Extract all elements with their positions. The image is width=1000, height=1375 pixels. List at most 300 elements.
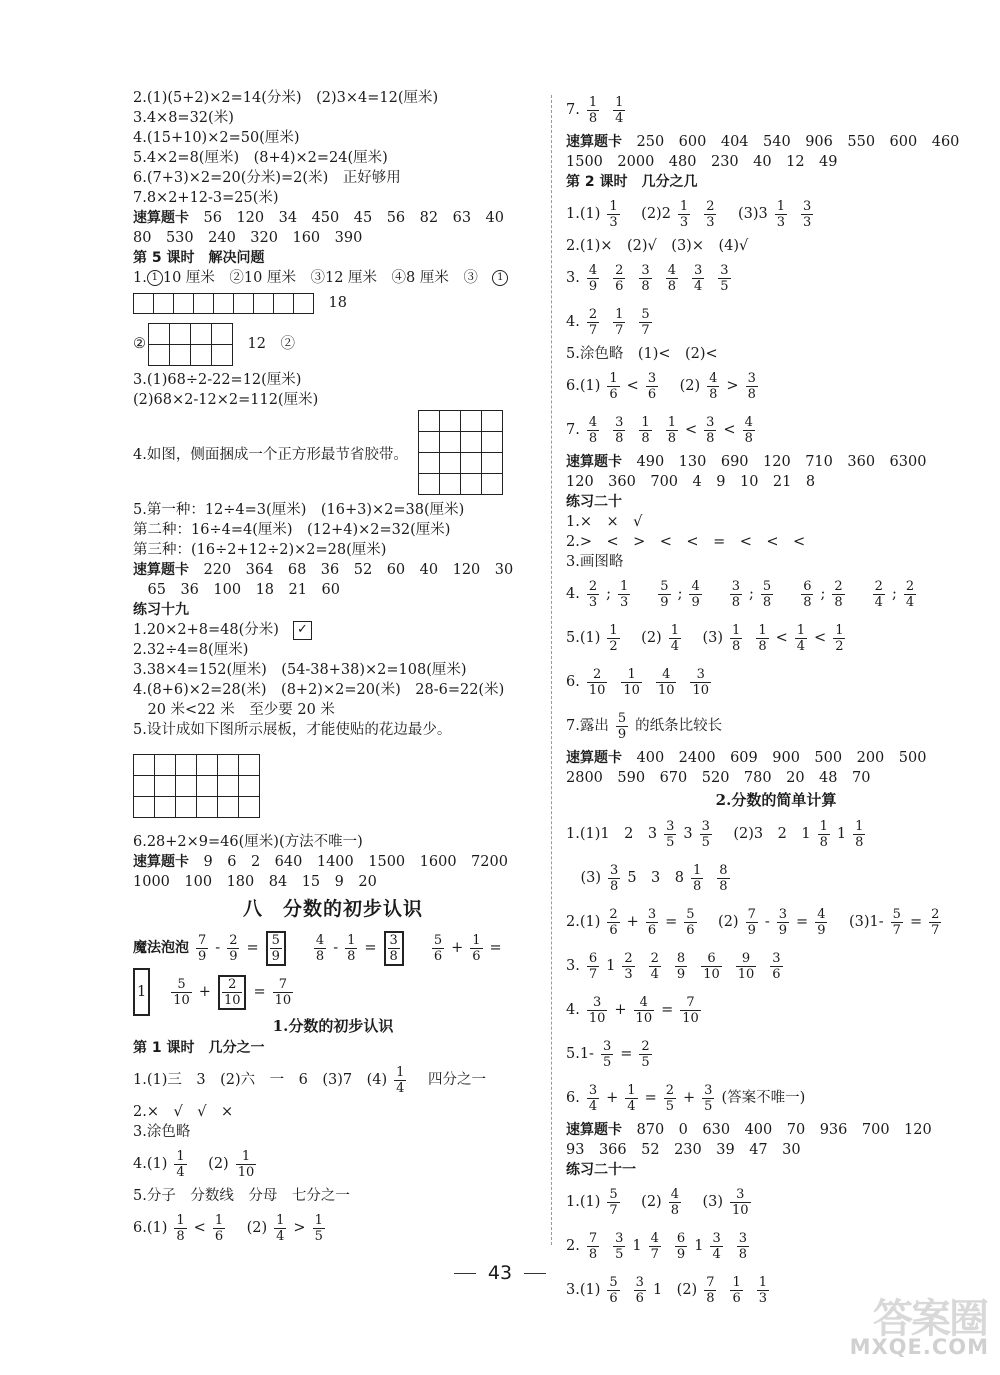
fraction bbox=[618, 579, 630, 610]
fraction-denominator: 4 bbox=[650, 966, 659, 982]
grid-cell bbox=[440, 453, 461, 474]
fraction bbox=[174, 1149, 186, 1180]
fraction-numerator: 3 bbox=[693, 262, 703, 278]
grid-cell bbox=[218, 797, 239, 818]
column-divider bbox=[551, 95, 552, 1245]
fraction bbox=[613, 1231, 625, 1262]
fraction-numerator: 1 bbox=[641, 414, 650, 430]
fraction bbox=[730, 1187, 751, 1218]
boxed-number: 1 bbox=[133, 968, 150, 1016]
grid-cell bbox=[239, 755, 260, 776]
grid-cell bbox=[174, 294, 194, 314]
answer-text: + bbox=[614, 1002, 627, 1018]
fraction-numerator: 7 bbox=[198, 932, 207, 948]
fraction-denominator: 10 bbox=[223, 992, 241, 1008]
answer-line bbox=[133, 680, 533, 700]
fraction bbox=[266, 931, 286, 966]
fraction-numerator: 3 bbox=[602, 1038, 612, 1054]
grid-cell bbox=[419, 411, 440, 432]
fraction-denominator: 8 bbox=[744, 430, 753, 446]
fraction-denominator: 10 bbox=[682, 1010, 699, 1026]
fraction bbox=[777, 907, 789, 938]
fraction-denominator: 8 bbox=[819, 834, 828, 850]
fraction bbox=[273, 977, 294, 1008]
answer-text: < bbox=[626, 378, 639, 394]
answer-line bbox=[566, 1120, 986, 1140]
answer-text: 1.分数的初步认识 bbox=[272, 1017, 394, 1035]
fraction-denominator: 10 bbox=[692, 682, 710, 698]
fraction bbox=[313, 1213, 325, 1244]
checkbox-checked: ✓ bbox=[293, 621, 312, 640]
fraction-numerator: 5 bbox=[686, 906, 695, 922]
fraction-numerator: 3 bbox=[704, 1082, 713, 1098]
answer-text: + bbox=[683, 1090, 696, 1106]
fraction-denominator: 8 bbox=[588, 430, 598, 446]
fraction-denominator: 10 bbox=[173, 992, 190, 1008]
fraction-numerator: 1 bbox=[776, 198, 786, 214]
fraction-denominator: 9 bbox=[817, 922, 826, 938]
fraction bbox=[384, 931, 404, 966]
answer-text: (2) bbox=[193, 1156, 229, 1172]
heading-text: 速算题卡 bbox=[566, 454, 622, 470]
fraction bbox=[432, 933, 444, 964]
fraction-denominator: 10 bbox=[732, 1202, 749, 1218]
fraction bbox=[218, 975, 247, 1010]
answer-text: 7.8×2+12-3=25(米) bbox=[133, 190, 279, 206]
fraction-numerator: 3 bbox=[701, 818, 710, 834]
fraction-numerator: 1 bbox=[214, 1212, 224, 1228]
fraction bbox=[607, 623, 619, 654]
answer-text: ; bbox=[677, 586, 683, 602]
fraction-numerator: 2 bbox=[228, 976, 237, 992]
answer-line bbox=[133, 872, 533, 892]
answer-text: 2. bbox=[566, 1238, 580, 1254]
answer-text: = bbox=[796, 914, 809, 930]
fraction-denominator: 4 bbox=[905, 594, 915, 610]
fraction bbox=[656, 667, 677, 698]
fraction bbox=[704, 415, 716, 446]
answer-text: = bbox=[489, 940, 502, 956]
grid-cell bbox=[274, 294, 294, 314]
fraction-denominator: 9 bbox=[676, 966, 686, 982]
answer-text: (2) bbox=[626, 1194, 662, 1210]
grid-cell bbox=[191, 324, 212, 345]
fraction-numerator: 4 bbox=[639, 994, 648, 1010]
answer-text: 3.(1)68÷2-22=12(厘米) bbox=[133, 372, 302, 388]
answer-text: - bbox=[764, 914, 770, 930]
fraction-denominator: 4 bbox=[588, 1098, 598, 1114]
fraction bbox=[587, 95, 599, 126]
fraction-numerator: 6 bbox=[588, 950, 598, 966]
answer-text: + bbox=[606, 1090, 619, 1106]
fraction bbox=[394, 1065, 406, 1096]
fraction-numerator: 1 bbox=[609, 370, 618, 386]
answer-line bbox=[133, 1102, 533, 1122]
fraction-denominator: 6 bbox=[732, 1290, 741, 1306]
fraction-denominator: 3 bbox=[624, 966, 633, 982]
fraction-denominator: 7 bbox=[892, 922, 901, 938]
grid-cell bbox=[461, 411, 482, 432]
answer-text: < bbox=[814, 630, 827, 646]
grid-cell bbox=[197, 797, 218, 818]
fraction-numerator: 2 bbox=[874, 578, 883, 594]
answer-line bbox=[133, 128, 533, 148]
grid-cell bbox=[176, 797, 197, 818]
answer-line bbox=[133, 520, 533, 540]
answer-line bbox=[566, 472, 986, 492]
heading-text: 第 5 课时 解决问题 bbox=[133, 250, 265, 266]
answer-text: < bbox=[684, 422, 698, 438]
fraction-numerator: 1 bbox=[627, 1082, 636, 1098]
fraction-denominator: 9 bbox=[617, 726, 627, 742]
answer-text: 1 bbox=[836, 826, 847, 842]
fraction bbox=[675, 951, 687, 982]
answer-line bbox=[133, 892, 533, 926]
fraction-denominator: 3 bbox=[679, 214, 689, 230]
fraction bbox=[737, 1231, 749, 1262]
fraction-numerator: 1 bbox=[615, 306, 624, 322]
fraction-denominator: 5 bbox=[720, 278, 729, 294]
fraction-denominator: 8 bbox=[732, 638, 741, 654]
answer-line bbox=[566, 788, 986, 812]
fraction bbox=[608, 863, 620, 894]
answer-text: 第二种：16÷4=4(厘米) (12+4)×2=32(厘米) bbox=[133, 522, 451, 538]
fraction bbox=[587, 579, 599, 610]
answer-text: 的纸条比较长 bbox=[635, 718, 723, 734]
answer-text: 2.(1) bbox=[566, 914, 601, 930]
grid-cell bbox=[440, 474, 461, 495]
grid-cell bbox=[294, 294, 314, 314]
fraction-numerator: 3 bbox=[641, 262, 650, 278]
fraction bbox=[833, 623, 845, 654]
fraction-denominator: 5 bbox=[314, 1228, 323, 1244]
answer-text: 5.涂色略 (1)< (2)< bbox=[566, 346, 718, 362]
fraction-numerator: 1 bbox=[627, 666, 636, 682]
fraction-denominator: 3 bbox=[803, 214, 812, 230]
fraction-numerator: 4 bbox=[744, 414, 753, 430]
fraction-denominator: 9 bbox=[691, 594, 700, 610]
fraction-denominator: 8 bbox=[706, 1290, 715, 1306]
grid-cell bbox=[170, 324, 191, 345]
fraction bbox=[929, 907, 941, 938]
answer-line bbox=[133, 852, 533, 872]
fraction-denominator: 8 bbox=[670, 1202, 679, 1218]
grid-diagram bbox=[418, 410, 503, 495]
fraction-numerator: 5 bbox=[641, 306, 650, 322]
answer-line bbox=[133, 390, 533, 410]
fraction-numerator: 5 bbox=[433, 932, 443, 948]
fraction-numerator: 1 bbox=[732, 1274, 741, 1290]
fraction-numerator: 1 bbox=[396, 1064, 405, 1080]
fraction-numerator: 6 bbox=[803, 578, 812, 594]
fraction-numerator: 4 bbox=[315, 932, 325, 948]
answer-line bbox=[566, 660, 986, 704]
fraction-numerator: 4 bbox=[709, 370, 718, 386]
fraction-numerator: 2 bbox=[609, 906, 618, 922]
fraction bbox=[666, 415, 678, 446]
fraction-numerator: 4 bbox=[662, 666, 671, 682]
answer-text: 3 bbox=[683, 826, 693, 842]
answer-line bbox=[133, 640, 533, 660]
answer-text: 3. bbox=[566, 958, 580, 974]
fraction bbox=[658, 579, 670, 610]
fraction bbox=[873, 579, 885, 610]
answer-text: 1.(1)三 3 (2)六 一 6 (3)7 (4) bbox=[133, 1072, 388, 1088]
heading-text: 速算题卡 bbox=[133, 210, 189, 226]
fraction bbox=[675, 1231, 687, 1262]
fraction-numerator: 3 bbox=[635, 1274, 644, 1290]
answer-line bbox=[133, 1058, 533, 1102]
fraction-numerator: 1 bbox=[588, 94, 598, 110]
fraction-denominator: 4 bbox=[627, 1098, 636, 1114]
fraction-numerator: 6 bbox=[707, 950, 716, 966]
fraction-numerator: 9 bbox=[741, 950, 751, 966]
fraction-numerator: 1 bbox=[758, 1274, 768, 1290]
grid-cell bbox=[134, 294, 154, 314]
fraction-denominator: 3 bbox=[609, 214, 618, 230]
grid-cell bbox=[197, 755, 218, 776]
fraction-numerator: 5 bbox=[609, 1274, 618, 1290]
fraction-denominator: 5 bbox=[704, 1098, 713, 1114]
answer-line bbox=[566, 552, 986, 572]
fraction-numerator: 1 bbox=[472, 932, 481, 948]
answer-line bbox=[566, 1032, 986, 1076]
watermark-text: 答案圈 bbox=[873, 1296, 987, 1342]
fraction-numerator: 2 bbox=[650, 950, 659, 966]
answer-text: (2) bbox=[703, 914, 739, 930]
left-column bbox=[133, 88, 533, 1250]
fraction-denominator: 4 bbox=[176, 1164, 185, 1180]
answer-text: < bbox=[775, 630, 788, 646]
fraction-denominator: 9 bbox=[747, 922, 756, 938]
fraction bbox=[587, 307, 599, 338]
fraction-denominator: 3 bbox=[776, 214, 786, 230]
grid-cell bbox=[218, 776, 239, 797]
answer-text: 4.(1) bbox=[133, 1156, 168, 1172]
fraction bbox=[607, 199, 619, 230]
answer-line bbox=[133, 288, 533, 318]
grid-cell bbox=[419, 432, 440, 453]
grid-cell bbox=[482, 411, 503, 432]
fraction-numerator: 1 bbox=[758, 622, 767, 638]
fraction-denominator: 6 bbox=[609, 386, 618, 402]
answer-line bbox=[566, 532, 986, 552]
answer-text: = bbox=[246, 940, 259, 956]
fraction-denominator: 9 bbox=[271, 948, 280, 964]
fraction bbox=[704, 199, 716, 230]
heading-text: 速算题卡 bbox=[133, 562, 189, 578]
fraction-numerator: 1 bbox=[609, 622, 618, 638]
grid-cell bbox=[482, 453, 503, 474]
answer-text: (2) bbox=[626, 630, 662, 646]
answer-line bbox=[133, 832, 533, 852]
answer-line bbox=[133, 410, 533, 500]
fraction bbox=[700, 819, 712, 850]
fraction-numerator: 4 bbox=[670, 1186, 679, 1202]
fraction-denominator: 7 bbox=[609, 1202, 618, 1218]
fraction-denominator: 8 bbox=[641, 430, 650, 446]
grid-cell bbox=[191, 345, 212, 366]
answer-text: (3) bbox=[566, 870, 602, 886]
answer-text: < bbox=[723, 422, 736, 438]
answer-line bbox=[566, 344, 986, 364]
heading-text: 练习二十一 bbox=[566, 1162, 636, 1178]
fraction bbox=[891, 907, 903, 938]
fraction-denominator: 10 bbox=[623, 682, 640, 698]
fraction bbox=[639, 1039, 651, 1070]
fraction bbox=[801, 579, 813, 610]
fraction-denominator: 6 bbox=[772, 966, 781, 982]
fraction bbox=[717, 863, 729, 894]
answer-text: 250 600 404 540 906 550 600 460 bbox=[622, 134, 960, 150]
fraction bbox=[587, 1231, 599, 1262]
fraction-numerator: 5 bbox=[762, 578, 772, 594]
fraction-numerator: 4 bbox=[691, 578, 700, 594]
fraction bbox=[274, 1213, 286, 1244]
answer-text: 1.20×2+8=48(分米) bbox=[133, 622, 279, 638]
answer-text: 1 (2) bbox=[652, 1282, 698, 1298]
fraction-numerator: 5 bbox=[660, 578, 669, 594]
answer-line bbox=[566, 408, 986, 452]
grid-cell bbox=[461, 432, 482, 453]
grid-cell bbox=[134, 755, 155, 776]
answer-line bbox=[566, 616, 986, 660]
answer-text: 9 6 2 640 1400 1500 1600 7200 bbox=[189, 854, 508, 870]
fraction-numerator: 2 bbox=[615, 262, 624, 278]
fraction-denominator: 7 bbox=[650, 1246, 659, 1262]
answer-text: + bbox=[451, 940, 464, 956]
fraction-denominator: 3 bbox=[758, 1290, 768, 1306]
circled-number: 1 bbox=[492, 270, 508, 286]
answer-text: 1. bbox=[133, 270, 147, 286]
fraction bbox=[818, 819, 830, 850]
answer-line bbox=[133, 500, 533, 520]
answer-line bbox=[566, 132, 986, 152]
fraction bbox=[171, 977, 192, 1008]
grid-diagram bbox=[133, 293, 314, 314]
fraction-denominator: 10 bbox=[703, 966, 720, 982]
fraction-denominator: 4 bbox=[276, 1228, 285, 1244]
fraction-numerator: 2 bbox=[665, 1082, 674, 1098]
fraction-denominator: 7 bbox=[931, 922, 940, 938]
answer-text: 3. bbox=[566, 270, 580, 286]
fraction-denominator: 9 bbox=[198, 948, 207, 964]
fraction bbox=[718, 263, 730, 294]
fraction-denominator: 6 bbox=[647, 922, 657, 938]
answer-text: 6.(7+3)×2=20(分米)=2(米) 正好够用 bbox=[133, 170, 401, 186]
fraction-denominator: 5 bbox=[701, 834, 710, 850]
fraction bbox=[639, 307, 651, 338]
fraction-denominator: 8 bbox=[758, 638, 767, 654]
grid-cell bbox=[170, 345, 191, 366]
fraction-numerator: 8 bbox=[719, 862, 728, 878]
answer-line bbox=[133, 620, 533, 640]
fraction-denominator: 8 bbox=[615, 430, 624, 446]
fraction bbox=[607, 371, 619, 402]
answer-text: 5 3 8 bbox=[627, 870, 685, 886]
fraction-denominator: 8 bbox=[762, 594, 772, 610]
fraction-denominator: 10 bbox=[588, 1010, 606, 1026]
answer-text: 第三种：(16÷2+12÷2)×2=28(厘米) bbox=[133, 542, 387, 558]
answer-text: 18 bbox=[314, 295, 347, 311]
fraction-denominator: 7 bbox=[588, 966, 598, 982]
answer-line bbox=[133, 560, 533, 580]
grid-cell bbox=[197, 776, 218, 797]
fraction bbox=[775, 199, 787, 230]
fraction bbox=[707, 371, 719, 402]
fraction-numerator: 3 bbox=[588, 1082, 598, 1098]
fraction bbox=[770, 951, 782, 982]
fraction-denominator: 4 bbox=[874, 594, 883, 610]
fraction-denominator: 10 bbox=[657, 682, 675, 698]
answer-line bbox=[133, 580, 533, 600]
fraction-denominator: 9 bbox=[660, 594, 669, 610]
fraction bbox=[587, 263, 599, 294]
fraction-numerator: 2 bbox=[588, 578, 598, 594]
fraction-denominator: 8 bbox=[731, 594, 741, 610]
fraction-numerator: 1 bbox=[176, 1148, 185, 1164]
watermark-logo bbox=[820, 1285, 995, 1370]
answer-text: (3)3 bbox=[723, 206, 768, 222]
fraction bbox=[587, 951, 599, 982]
answer-line bbox=[133, 1206, 533, 1250]
answer-line bbox=[566, 988, 986, 1032]
answer-text: 5.第一种：12÷4=3(厘米) (16+3)×2=38(厘米) bbox=[133, 502, 465, 518]
fraction bbox=[746, 371, 758, 402]
fraction-numerator: 2 bbox=[592, 666, 602, 682]
grid-cell bbox=[155, 797, 176, 818]
answer-line bbox=[133, 168, 533, 188]
answer-text: - bbox=[333, 940, 339, 956]
answer-text: 2.(1)× (2)√ (3)× (4)√ bbox=[566, 238, 749, 254]
heading-text: 魔法泡泡 bbox=[133, 940, 189, 956]
fraction bbox=[227, 933, 239, 964]
fraction-numerator: 7 bbox=[278, 976, 288, 992]
fraction-numerator: 3 bbox=[778, 906, 788, 922]
fraction-numerator: 1 bbox=[670, 622, 679, 638]
answer-text: 2.× √ √ × bbox=[133, 1104, 234, 1120]
fraction-numerator: 2 bbox=[834, 578, 843, 594]
heading-text: 速算题卡 bbox=[133, 854, 189, 870]
fraction bbox=[470, 933, 482, 964]
fraction-numerator: 3 bbox=[647, 906, 657, 922]
fraction bbox=[795, 623, 807, 654]
fraction-denominator: 5 bbox=[602, 1054, 612, 1070]
fraction-denominator: 8 bbox=[706, 430, 715, 446]
answer-line bbox=[133, 926, 533, 970]
fraction-denominator: 4 bbox=[615, 110, 624, 126]
answer-line bbox=[133, 740, 533, 832]
answer-line bbox=[133, 148, 533, 168]
fraction bbox=[213, 1213, 225, 1244]
answer-line bbox=[566, 88, 986, 132]
fraction-denominator: 4 bbox=[396, 1080, 405, 1096]
fraction-numerator: 1 bbox=[241, 1148, 251, 1164]
answer-text: 7.露出 bbox=[566, 718, 609, 734]
answer-text: 12 ② bbox=[233, 336, 295, 352]
grid-cell bbox=[440, 432, 461, 453]
answer-text: (2)3 2 1 bbox=[718, 826, 811, 842]
fraction-denominator: 8 bbox=[803, 594, 812, 610]
fraction-numerator: 1 bbox=[176, 1212, 185, 1228]
fraction-denominator: 4 bbox=[670, 638, 679, 654]
answer-text: = bbox=[909, 914, 923, 930]
grid-cell bbox=[461, 474, 482, 495]
fraction-numerator: 4 bbox=[817, 906, 826, 922]
answer-line bbox=[133, 88, 533, 108]
fraction bbox=[692, 263, 704, 294]
answer-text: 6.(1) bbox=[566, 378, 601, 394]
